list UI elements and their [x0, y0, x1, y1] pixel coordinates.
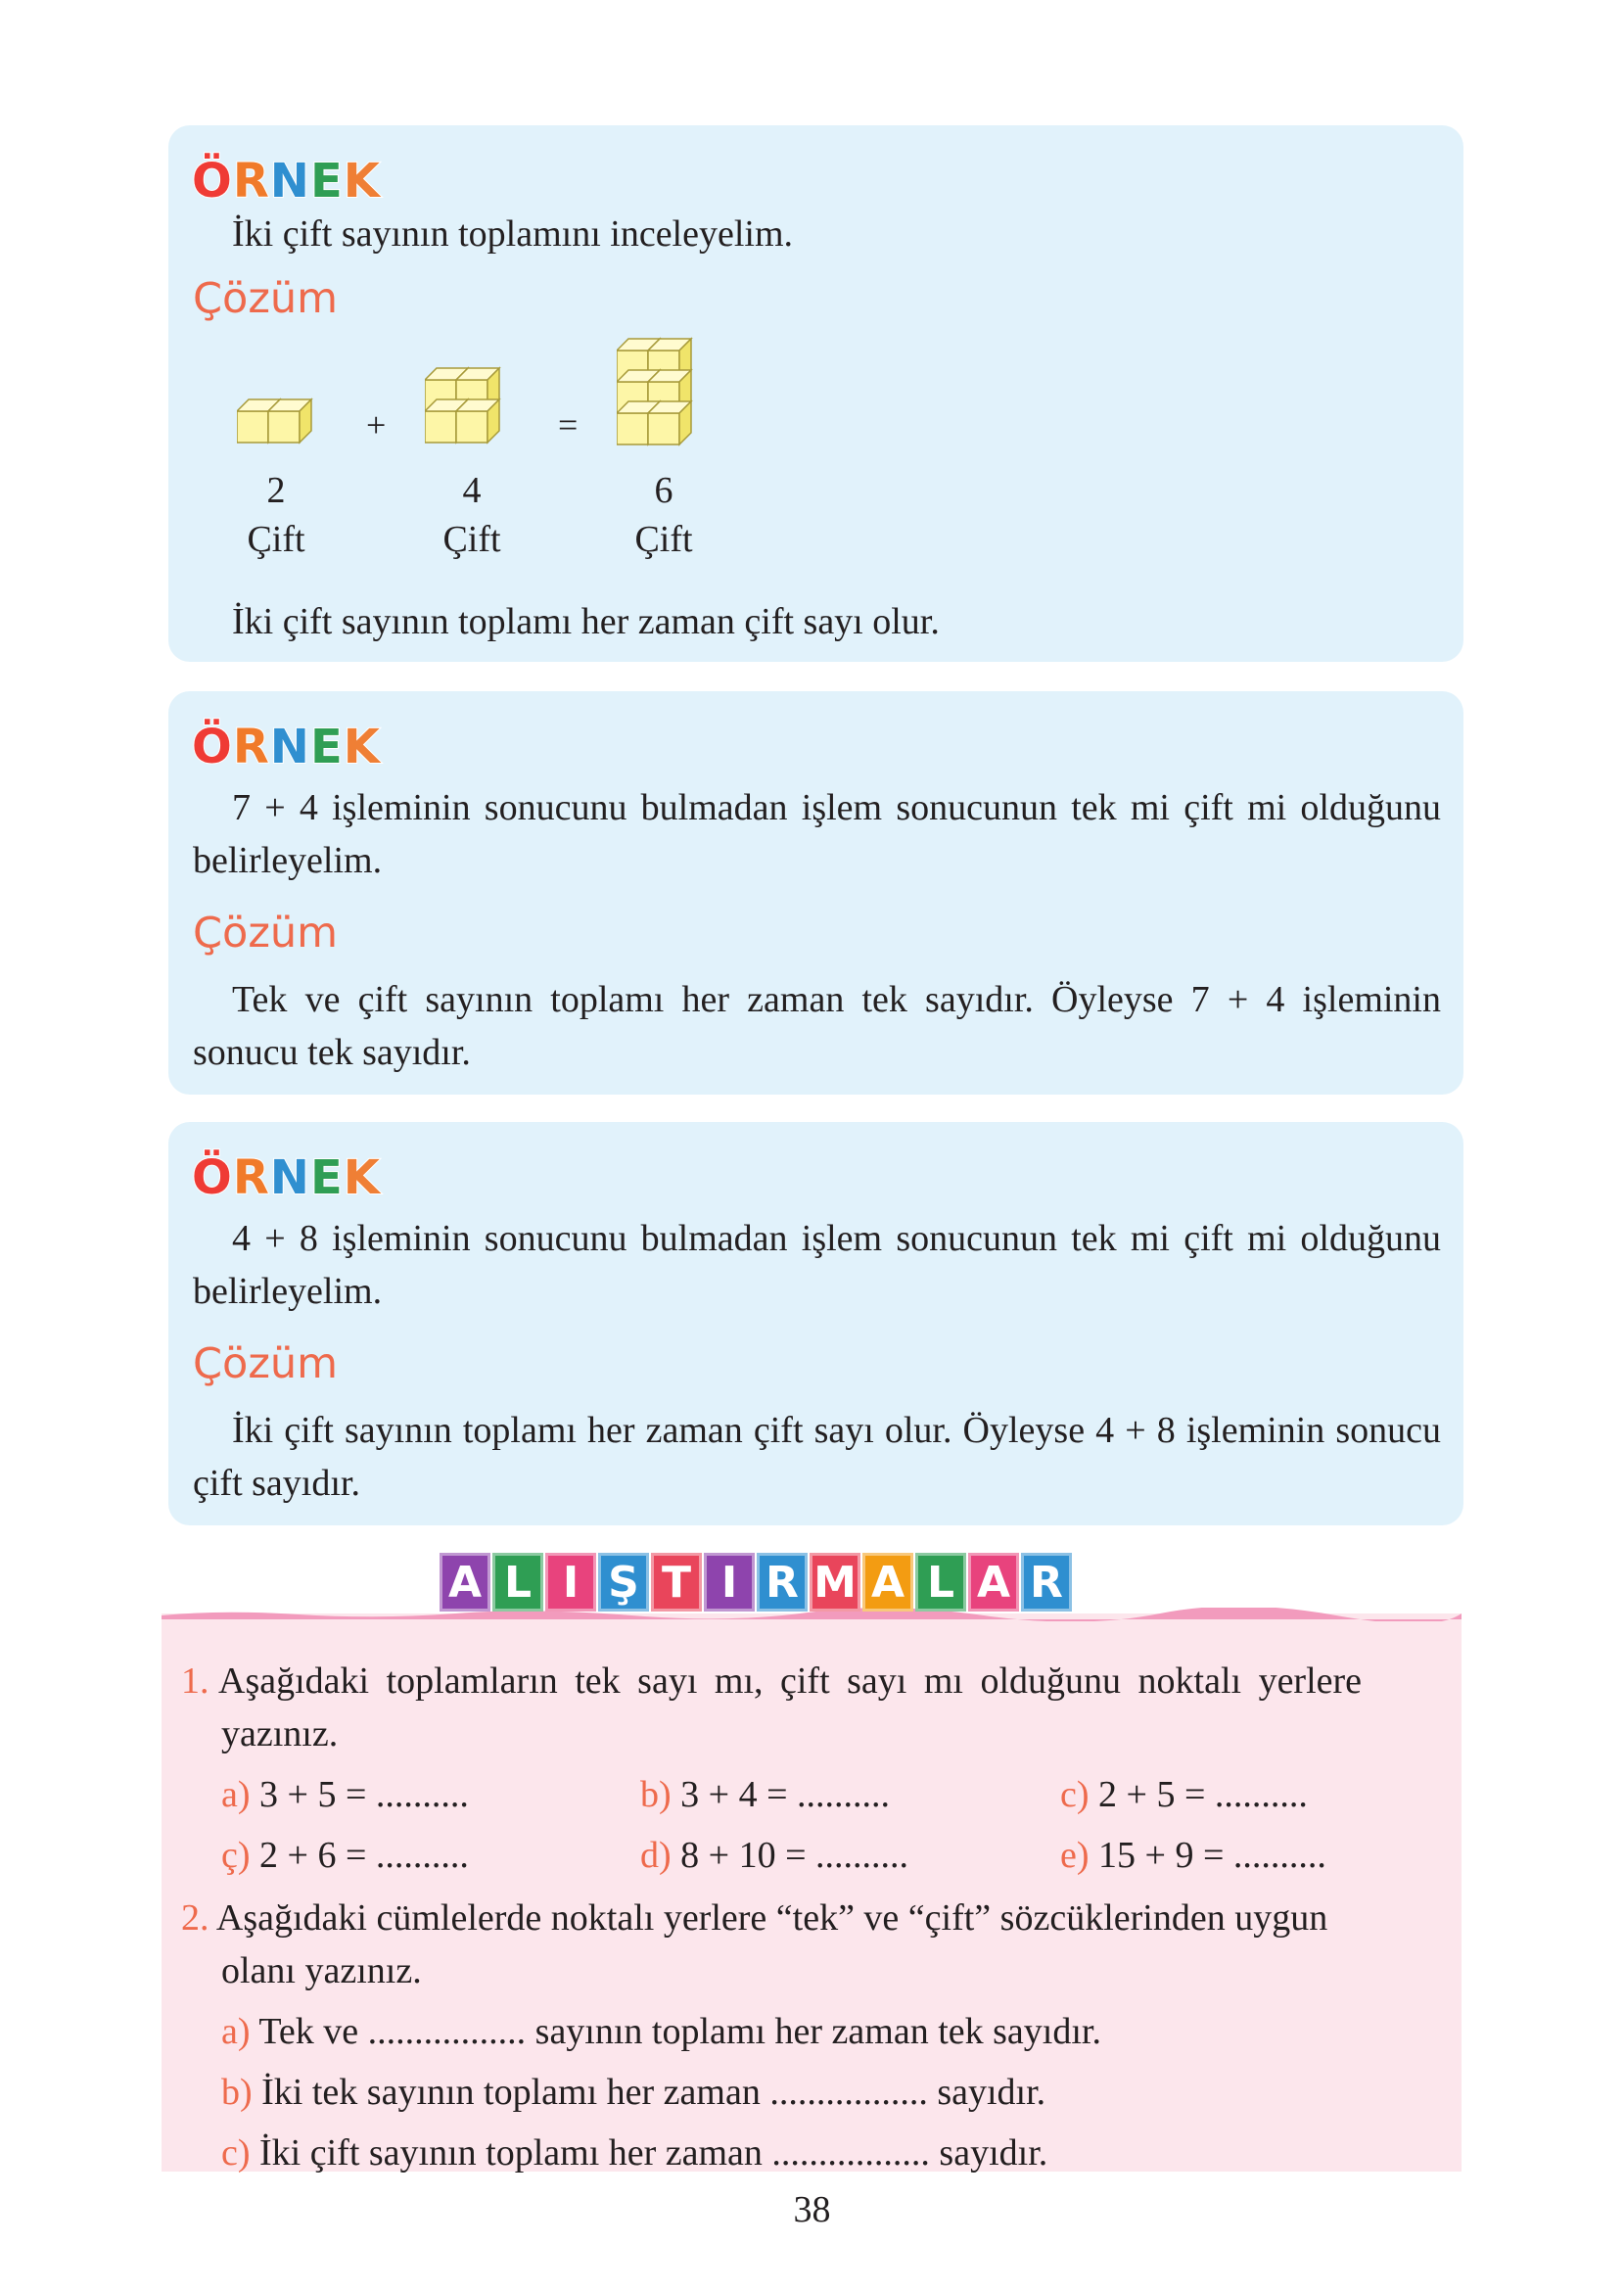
- item-sentence: Tek ve ................. sayının toplamı her zaman tek sayıdır.: [258, 2011, 1101, 2052]
- exercise-item: [640, 1768, 890, 1821]
- title-tile: Ş: [598, 1553, 649, 1612]
- item-label: d): [640, 1835, 672, 1876]
- exercise-item: [221, 1768, 469, 1821]
- item-sentence: İki çift sayının toplamı her zaman ................. sayıdır.: [259, 2132, 1048, 2174]
- title-tile: A: [862, 1553, 913, 1612]
- count-label: 4: [462, 470, 482, 511]
- item-label: c): [1060, 1774, 1090, 1815]
- equals-sign: =: [558, 405, 579, 444]
- item-expression: 15 + 9 = ..........: [1098, 1835, 1326, 1876]
- solution-heading: Çözüm: [193, 274, 339, 323]
- example-prompt: İki çift sayının toplamını inceleyelim.: [232, 213, 794, 255]
- title-tile: A: [440, 1553, 490, 1612]
- solution-text: [193, 1404, 1441, 1510]
- count-label: 2: [266, 470, 286, 511]
- exercise-item: [221, 2066, 1045, 2119]
- cube-row-2-icon: [237, 392, 335, 450]
- exercise-item: [221, 2127, 1047, 2179]
- ornek-letter: R: [232, 720, 270, 774]
- question-1: [181, 1655, 1362, 1707]
- ornek-letter: Ö: [192, 1150, 233, 1205]
- count-label: 6: [654, 470, 673, 511]
- solution-heading: Çözüm: [193, 909, 339, 958]
- ornek-letter: R: [232, 1150, 270, 1205]
- solution-paragraph: İki çift sayının toplamı her zaman çift sayı olur. Öyleyse 4 + 8 işleminin sonucu çift sayıdır.: [193, 1410, 1441, 1504]
- ornek-label: [192, 721, 381, 773]
- ornek-letter: E: [309, 1150, 344, 1205]
- ornek-letter: K: [343, 1150, 381, 1205]
- ornek-letter: N: [269, 1150, 310, 1205]
- title-tile: R: [757, 1553, 808, 1612]
- question-text-continued: yazınız.: [221, 1713, 339, 1754]
- item-label: a): [221, 1774, 251, 1815]
- example-prompt-text: 4 + 8 işleminin sonucunu bulmadan işlem sonucunun tek mi çift mi olduğunu belirleyelim.: [193, 1218, 1441, 1312]
- ornek-label: [192, 155, 381, 208]
- item-expression: 2 + 6 = ..........: [259, 1835, 469, 1876]
- ornek-letter: Ö: [192, 154, 233, 209]
- solution-heading: Çözüm: [193, 1339, 339, 1388]
- question-2: [181, 1892, 1327, 1944]
- parity-label: Çift: [442, 519, 501, 560]
- question-number: 2.: [181, 1897, 209, 1939]
- ornek-label: [192, 1151, 381, 1204]
- exercise-section: [162, 1613, 1462, 2172]
- solution-text: [193, 973, 1441, 1079]
- title-tile: L: [492, 1553, 543, 1612]
- title-tile: A: [968, 1553, 1019, 1612]
- title-tile: I: [704, 1553, 755, 1612]
- question-text: Aşağıdaki toplamların tek sayı mı, çift sayı mı olduğunu noktalı yerlere: [218, 1660, 1363, 1702]
- exercise-item: [221, 2005, 1101, 2058]
- question-number: 1.: [181, 1660, 209, 1702]
- exercise-item: [1060, 1829, 1326, 1882]
- item-label: c): [221, 2132, 251, 2174]
- title-tile: M: [810, 1553, 860, 1612]
- cube-grid-6-icon: [617, 319, 715, 452]
- solution-paragraph: Tek ve çift sayının toplamı her zaman tek sayıdır. Öyleyse 7 + 4 işleminin sonucu tek sayıdır.: [193, 979, 1441, 1073]
- conclusion-text: İki çift sayının toplamı her zaman çift sayı olur.: [232, 601, 940, 642]
- page-number: 38: [793, 2189, 831, 2230]
- exercise-item: [1060, 1768, 1308, 1821]
- item-expression: 3 + 4 = ..........: [680, 1774, 891, 1815]
- exercise-item: [221, 1829, 469, 1882]
- title-tile: L: [915, 1553, 966, 1612]
- ornek-letter: E: [309, 154, 344, 209]
- example-prompt: [193, 781, 1441, 887]
- exercises-title: [440, 1553, 1072, 1612]
- ornek-letter: K: [343, 154, 381, 209]
- parity-label: Çift: [634, 519, 693, 560]
- exercise-item: [640, 1829, 908, 1882]
- ornek-letter: E: [309, 720, 344, 774]
- example-box-3: [168, 1122, 1463, 1525]
- item-label: b): [221, 2072, 253, 2113]
- cube-grid-4-icon: [425, 356, 523, 450]
- ornek-letter: K: [343, 720, 381, 774]
- item-sentence: İki tek sayının toplamı her zaman ................. sayıdır.: [261, 2072, 1046, 2113]
- ornek-letter: N: [269, 720, 310, 774]
- item-expression: 2 + 5 = ..........: [1098, 1774, 1308, 1815]
- item-expression: 8 + 10 = ..........: [680, 1835, 909, 1876]
- item-label: b): [640, 1774, 672, 1815]
- item-label: a): [221, 2011, 251, 2052]
- question-text: Aşağıdaki cümlelerde noktalı yerlere “tek” ve “çift” sözcüklerinden uygun: [215, 1897, 1328, 1939]
- ornek-letter: Ö: [192, 720, 233, 774]
- title-tile: T: [651, 1553, 702, 1612]
- title-tile: I: [545, 1553, 596, 1612]
- item-label: e): [1060, 1835, 1090, 1876]
- title-tile: R: [1021, 1553, 1072, 1612]
- plus-sign: +: [366, 405, 387, 444]
- example-box-1: [168, 125, 1463, 662]
- ornek-letter: R: [232, 154, 270, 209]
- item-expression: 3 + 5 = ..........: [259, 1774, 469, 1815]
- parity-label: Çift: [247, 519, 305, 560]
- example-prompt-text: 7 + 4 işleminin sonucunu bulmadan işlem sonucunun tek mi çift mi olduğunu belirleyelim.: [193, 787, 1441, 881]
- example-box-2: [168, 691, 1463, 1095]
- example-prompt: [193, 1212, 1441, 1318]
- question-text-continued: olanı yazınız.: [221, 1950, 422, 1991]
- item-label: ç): [221, 1835, 251, 1876]
- ornek-letter: N: [269, 154, 310, 209]
